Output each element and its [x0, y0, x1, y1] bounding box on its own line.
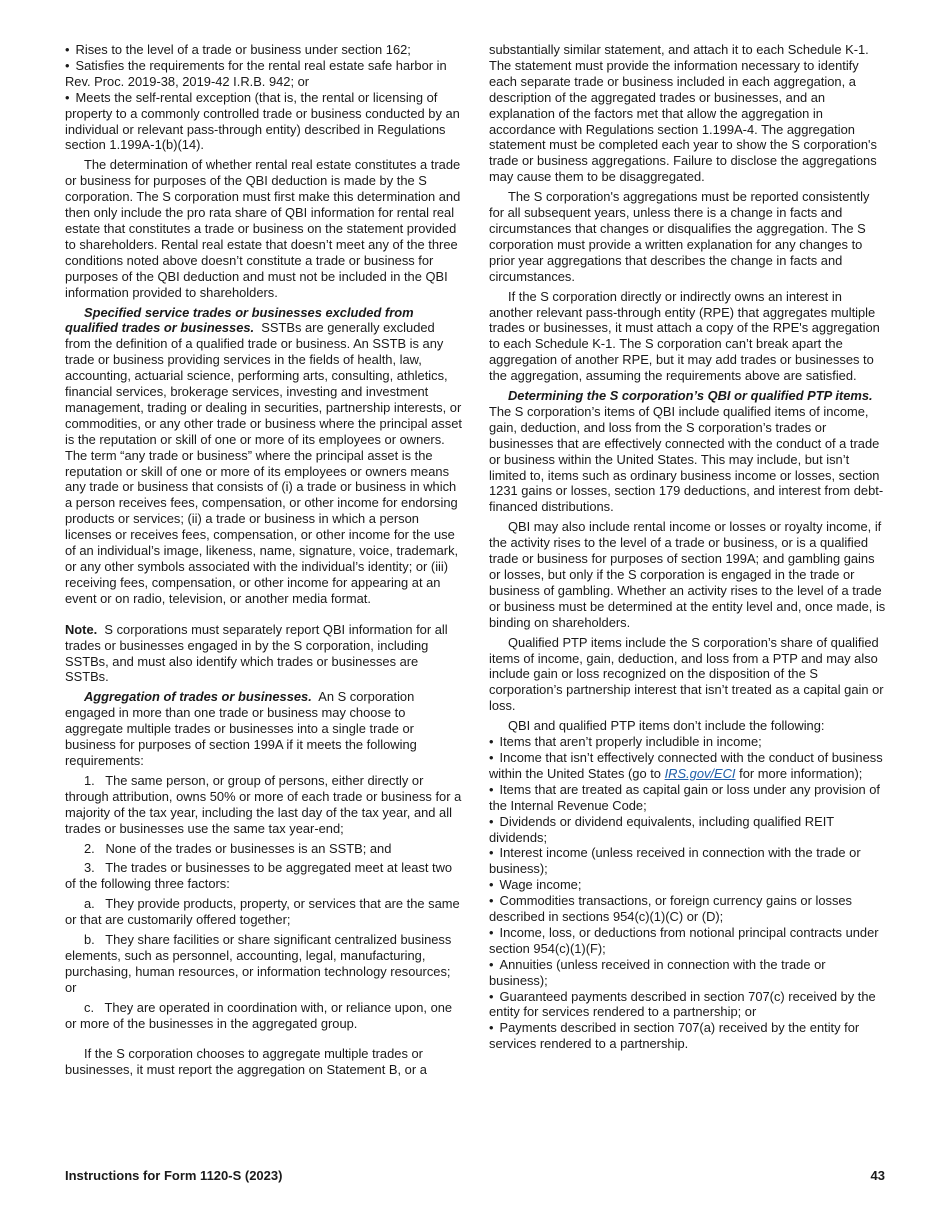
sstb-text: SSTBs are generally excluded from the definition of a qualified trade or business. An SSTB is any trade or business providing services in the fields of health, law, accounting, actuarial science, performing arts, consulting, athletics, financial services, brokerage services, investing and investment management, trading or dealing in securities, partnership interests, or commodities, or any other trade or business where the principal asset is the reputation or skill of one or more of its employees or owners. The term “any trade or business” where the principal asset is the reputation or skill of one or more of its employees or owners means any trade or business that consists of (i) a trade or business in which a person receives fees, compensation, or other income for endorsing products or services; (ii) a trade or business in which a person licenses or receives fees, compensation, or other income for the use of an individual’s image, likeness, name, signature, voice, trademark, or any other symbols associated with the individual’s identity; or (iii) receiving fees, compensation, or other income for appearing at an event or on radio, television, or another media format. [65, 320, 462, 606]
exclusion-item: • Interest income (unless received in connection with the trade or business); [489, 845, 886, 877]
exclusion-item-eci [489, 750, 886, 782]
bullet-trade-business: • Rises to the level of a trade or business under section 162; [65, 42, 462, 58]
paragraph-rental-determination: The determination of whether rental real estate constitutes a trade or business for purposes of the QBI deduction is made by the S corporation. The S corporation must first make this determination and then only include the pro rata share of QBI information for rental real estate that constitutes a trade or business on the statement provided to shareholders. Rental real estate that doesn’t meet any of the three conditions noted above doesn’t constitute a trade or business for purposes of the QBI deduction and must not be included in the QBI information provided to shareholders. [65, 157, 461, 300]
eci-text-after: for more information); [739, 765, 863, 781]
right-column [489, 42, 886, 1052]
paragraph-rental-income: QBI may also include rental income or losses or royalty income, if the activity rises to the level of a trade or business, or is a qualified trade or business for purposes of section 199A; and gambling gains or losses, but only if the S corporation is engaged in the trade or business of gambling. Whether an activity rises to the level of a trade or business must be determined at the entity level and, once made, is binding on shareholders. [489, 519, 886, 630]
heading-determining-qbi: Determining the S corporation’s QBI or qualified PTP items. [508, 388, 873, 404]
irs-eci-link[interactable]: IRS.gov/ECI [664, 765, 736, 781]
paragraph-consistency: The S corporation's aggregations must be reported consistently for all subsequent years, unless there is a change in facts and circumstances that changes or disqualifies the aggregation. The S corporation must provide a written explanation for any changes to prior year aggregations that describes the change in facts and circumstances. [489, 189, 870, 284]
exclusion-item: • Commodities transactions, or foreign currency gains or losses described in sections 954(c)(1)(C) or (D); [489, 893, 886, 925]
paragraph-exclusions: QBI and qualified PTP items don’t include the following: [508, 718, 825, 734]
note-text: S corporations must separately report QBI information for all trades or businesses engaged in by the S corporation, including SSTBs, and must also identify which trades or businesses are SSTBs. [65, 621, 448, 685]
paragraph-determining-qbi [489, 388, 886, 515]
exclusion-item: • Items that are treated as capital gain or loss under any provision of the Internal Revenue Code; [489, 782, 886, 814]
paragraph-aggregation [65, 689, 462, 769]
exclusion-item: • Income, loss, or deductions from notional principal contracts under section 954(c)(1)(F); [489, 925, 886, 957]
heading-sstb: Specified service trades or businesses excluded from qualified trades or businesses. [65, 304, 414, 336]
exclusion-item: • Dividends or dividend equivalents, including qualified REIT dividends; [489, 814, 886, 846]
requirement-1: 1. The same person, or group of persons, either directly or through attribution, owns 50% or more of each trade or business for a majority of the tax year, including the last day of the tax year, and all trades or businesses use the same tax year-end; [65, 772, 462, 836]
paragraph-sstb [65, 305, 462, 607]
exclusion-item: • Annuities (unless received in connection with the trade or business); [489, 957, 886, 989]
exclusion-item: • Guaranteed payments described in section 707(c) received by the entity for services rendered to a partnership; or [489, 989, 886, 1021]
footer-form-title: Instructions for Form 1120-S (2023) [65, 1168, 283, 1183]
factor-c: c. They are operated in coordination with, or reliance upon, one or more of the businesses in the aggregated group. [65, 999, 453, 1031]
paragraph-rpe: If the S corporation directly or indirectly owns an interest in another relevant pass-through entity (RPE) that aggregates multiple trades or businesses, it must attach a copy of the RPE's aggregation to each Schedule K-1. The S corporation can’t break apart the aggregation of another RPE, but it may add trades or businesses to the aggregation, assuming the requirements above are satisfied. [489, 288, 880, 384]
paragraph-statement-continued: substantially similar statement, and attach it to each Schedule K-1. The statement must provide the information necessary to identify each separate trade or business included in each aggregation, a description of the aggregated trades or businesses, and an explanation of the factors met that allow the aggregation in accordance with Regulations section 1.199A-4. The aggregation statement must be completed each year to show the S corporation's trade or business aggregations. Failure to disclose the aggregations may cause them to be disaggregated. [489, 42, 877, 185]
exclusion-item: • Items that aren’t properly includible in income; [489, 734, 886, 750]
heading-aggregation: Aggregation of trades or businesses. [84, 689, 312, 705]
page-number: 43 [870, 1168, 885, 1183]
paragraph-statement-b: If the S corporation chooses to aggregate multiple trades or businesses, it must report the aggregation on Statement B, or a [65, 1046, 427, 1078]
paragraph-note [65, 622, 462, 686]
paragraph-ptp: Qualified PTP items include the S corporation’s share of qualified items of income, gain, deduction, and loss from a PTP and may also include gain or loss recognized on the disposition of the S corporation’s partnership interest that isn’t treated as a capital gain or loss. [489, 634, 884, 714]
note-label: Note. [65, 621, 98, 637]
left-column [65, 42, 462, 1078]
exclusion-item: • Payments described in section 707(a) received by the entity for services rendered to a partnership. [489, 1020, 886, 1052]
factor-a: a. They provide products, property, or services that are the same or that are customarily offered together; [65, 896, 460, 928]
factor-b: b. They share facilities or share significant centralized business elements, such as personnel, accounting, legal, manufacturing, purchasing, human resources, or information technology resources; or [65, 932, 452, 995]
requirement-3: 3. The trades or businesses to be aggregated meet at least two of the following three factors: [65, 860, 453, 892]
aggregation-text: An S corporation engaged in more than one trade or business may choose to aggregate multiple trades or businesses into a single trade or business for purposes of section 199A if it meets the following requirements: [65, 689, 417, 768]
eci-text-before: Income that isn’t effectively connected with the conduct of business within the United States (go to [489, 749, 883, 781]
bullet-self-rental: • Meets the self-rental exception (that is, the rental or licensing of property to a commonly controlled trade or business conducted by an individual or relevant pass-through entity) described in Regulations section 1.199A-1(b)(14). [65, 90, 462, 154]
exclusion-item: • Wage income; [489, 877, 886, 893]
requirement-2: 2. None of the trades or businesses is an SSTB; and [84, 840, 392, 856]
bullet-safe-harbor: • Satisfies the requirements for the rental real estate safe harbor in Rev. Proc. 2019-38, 2019-42 I.R.B. 942; or [65, 58, 462, 90]
determining-qbi-text: The S corporation’s items of QBI include qualified items of income, gain, deduction, and loss from the S corporation’s trades or businesses that are effectively connected with the conduct of a trade or business within the United States. This may include, but isn’t limited to, items such as ordinary business income or losses, section 1231 gains or losses, section 179 deductions, and interest from debt-financed distributions. [489, 403, 884, 515]
